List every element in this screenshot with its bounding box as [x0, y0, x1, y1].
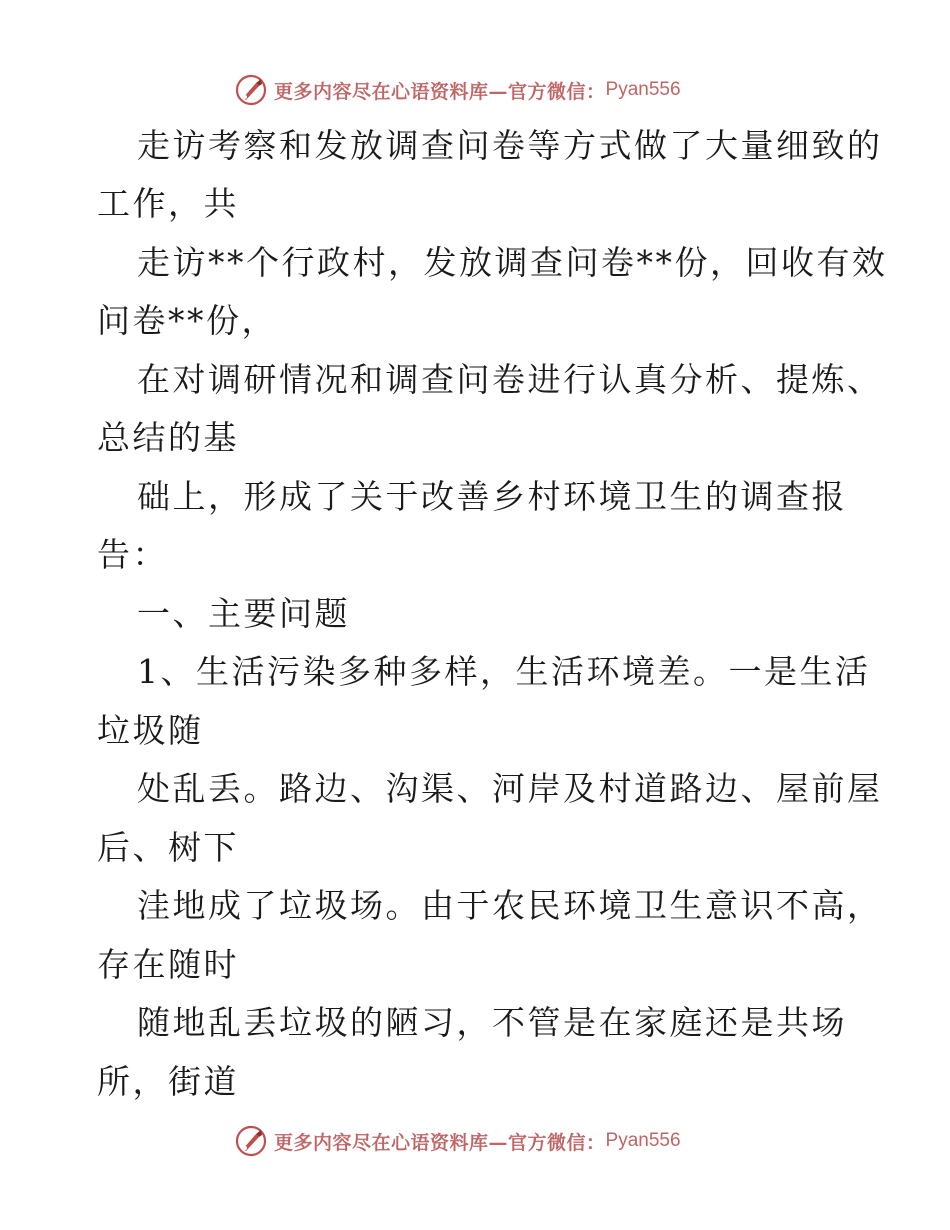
text-line: 础上，形成了关于改善乡村环境卫生的调查报 [137, 477, 847, 516]
text-line: 走访考察和发放调查问卷等方式做了大量细致的 [137, 126, 883, 165]
watermark-text: 更多内容尽在心语资料库—官方微信： [274, 80, 606, 103]
text-line: 处乱丢。路边、沟渠、河岸及村道路边、屋前屋 [137, 769, 883, 808]
text-line: 随地乱丢垃圾的陋习，不管是在家庭还是共场 [137, 1003, 847, 1042]
header-watermark [234, 70, 714, 110]
text-line: 总结的基 [97, 418, 239, 457]
watermark-wechat-id: Pyan556 [605, 79, 681, 100]
text-line: 告： [97, 535, 168, 574]
text-line: 所，街道 [97, 1062, 239, 1101]
watermark-text: 更多内容尽在心语资料库—官方微信： [274, 1131, 606, 1154]
text-line: 垃圾随 [97, 711, 204, 750]
text-line: 洼地成了垃圾场。由于农民环境卫生意识不高， [137, 886, 883, 925]
text-line: 存在随时 [97, 945, 239, 984]
footer-watermark [234, 1121, 714, 1161]
quill-logo-icon [234, 73, 268, 107]
text-line: 走访**个行政村，发放调查问卷**份，回收有效 [137, 243, 888, 282]
text-line: 在对调研情况和调查问卷进行认真分析、提炼、 [137, 360, 883, 399]
watermark-wechat-id: Pyan556 [605, 1130, 681, 1151]
quill-logo-icon [234, 1124, 268, 1158]
section-heading: 一、主要问题 [137, 594, 350, 633]
text-line: 后、树下 [97, 828, 239, 867]
text-line: 1、生活污染多种多样，生活环境差。一是生活 [137, 652, 871, 691]
text-line: 问卷**份， [97, 301, 277, 340]
text-line: 工作，共 [97, 184, 239, 223]
